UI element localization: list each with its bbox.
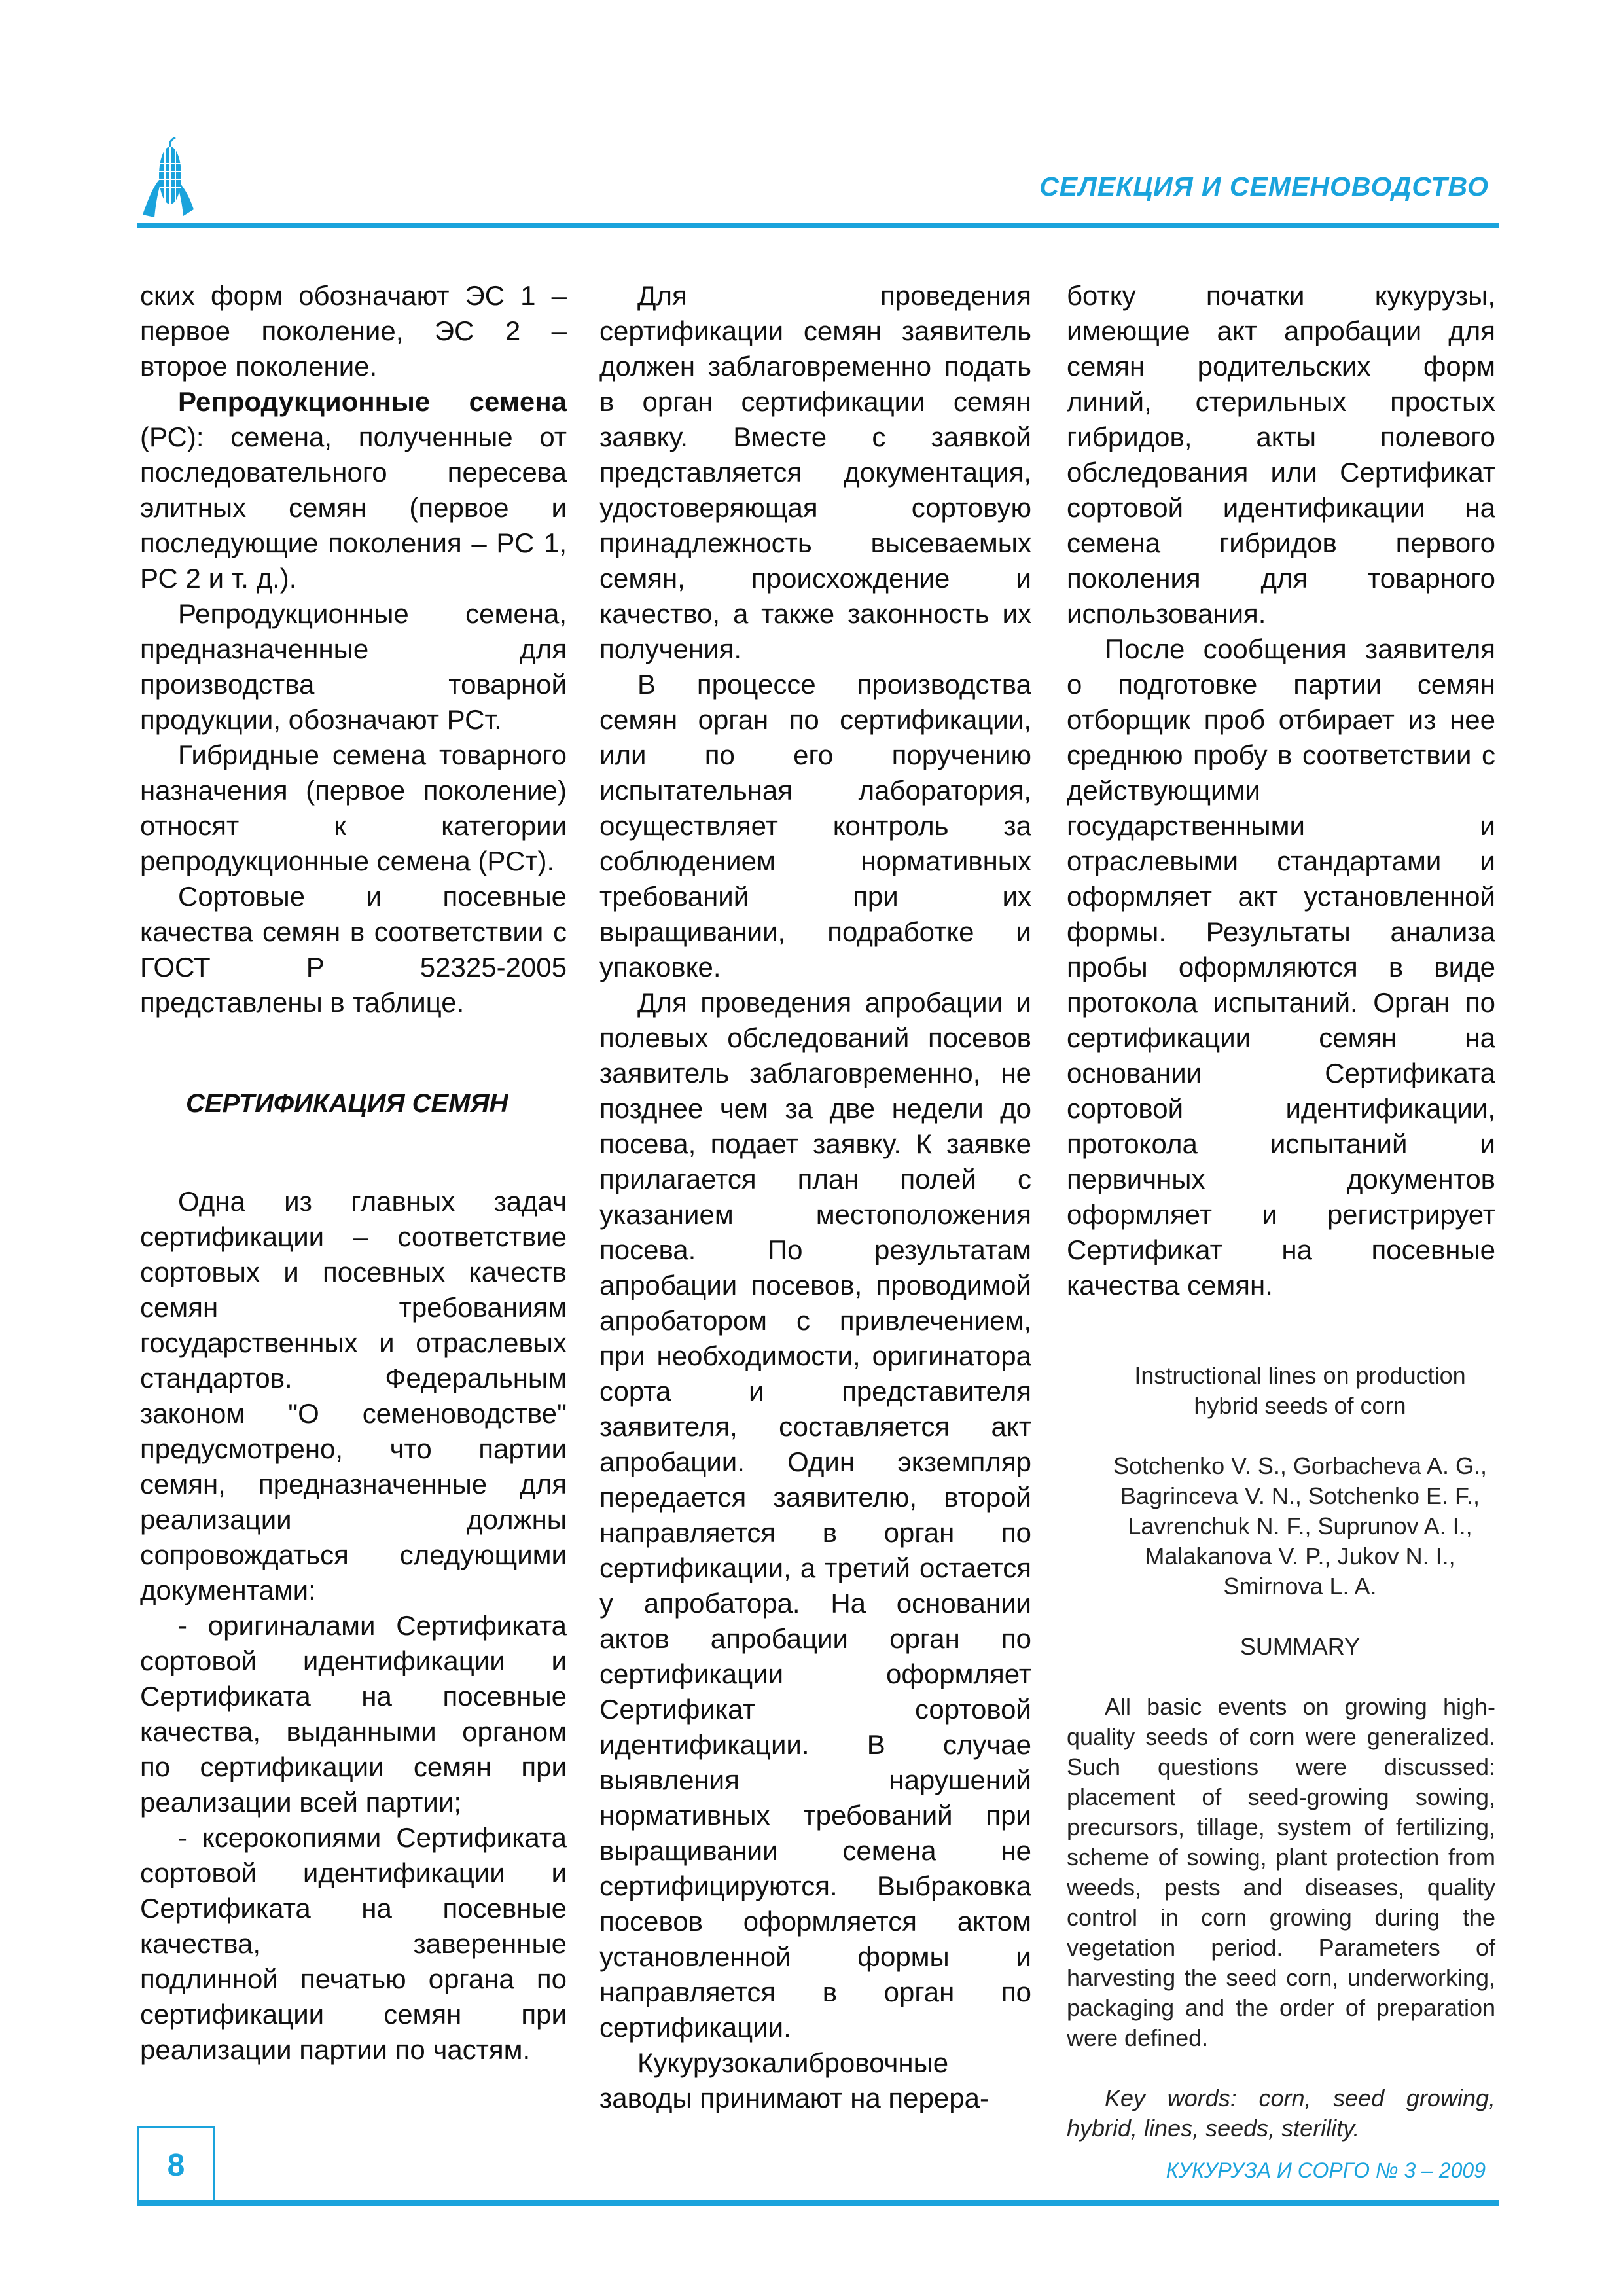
section-subheading: СЕРТИФИКАЦИЯ СЕМЯН	[186, 1089, 508, 1118]
paragraph: ботку початки кукурузы, имеющие акт апробации для семян родительских форм линий, стерильных простых гибридов, акты полевого обследования или Сертификат сортовой идентификации на семена гибридов первого поколения для товарного использования.	[1067, 280, 1495, 629]
paragraph: - оригиналами Сертификата сортовой идентификации и Сертификата на посевные качества, выданными органом по сертификации семян при реализации всей партии;	[140, 1610, 567, 1818]
page-number: 8	[137, 2126, 215, 2203]
keywords: Key words: corn, seed growing, hybrid, lines, seeds, sterility.	[1067, 2085, 1495, 2142]
authors: Malakanova V. P., Jukov N. I.,	[1145, 1543, 1455, 1570]
column-2	[599, 278, 1031, 2116]
column-3	[1067, 278, 1495, 2144]
bold-term: Репродукционные семена	[178, 386, 567, 417]
paragraph	[140, 384, 567, 596]
authors: Bagrinceva V. N., Sotchenko E. F.,	[1120, 1482, 1480, 1509]
paragraph: После сообщения заявителя о подготовке партии семян отборщик проб отбирает из нее среднюю пробу в соответствии с действующими государственными и отраслевыми стандартами и оформляет акт установленной формы. Результаты анализа пробы оформляются в виде протокола испытаний. Орган по сертификации семян на основании Сертификата сортовой идентификации, протокола испытаний и первичных документов оформляет и регистрирует Сертификат на посевные качества семян.	[1067, 634, 1495, 1300]
paragraph: Гибридные семена товарного назначения (первое поколение) относят к категории репродукционные семена (РСт).	[140, 740, 567, 876]
column-1	[140, 278, 567, 2068]
paragraph: Для проведения апробации и полевых обследований посевов заявитель заблаговременно, не позднее чем за две недели до посева, подает заявку. К заявке прилагается план полей с указанием местоположения посева. По результатам апробации посевов, проводимой апробатором с привлечением, при необходимости, оригинатора сорта и представителя заявителя, составляется акт апробации. Один экземпляр передается заявителю, второй направляется в орган по сертификации, а третий остается у апробатора. На основании актов апробации орган по сертификации оформляет Сертификат сортовой идентификации. В случае выявления нарушений нормативных требований при выращивании семена не сертифицируются. Выбраковка посевов оформляется актом установленной формы и направляется в орган по сертификации.	[599, 987, 1031, 2043]
paragraph: ских форм обозначают ЭС 1 – первое поколение, ЭС 2 – второе поколение.	[140, 280, 567, 382]
authors: Lavrenchuk N. F., Suprunov A. I.,	[1128, 1513, 1472, 1539]
paragraph: Сортовые и посевные качества семян в соответствии с ГОСТ Р 52325-2005 представлены в таблице.	[140, 881, 567, 1018]
paragraph: Одна из главных задач сертификации – соответствие сортовых и посевных качеств семян требованиям государственных и отраслевых стандартов. Федеральным законом "О семеноводстве" предусмотрено, что партии семян, предназначенные для реализации должны сопровождаться следующими документами:	[140, 1186, 567, 1605]
authors: Sotchenko V. S., Gorbacheva A. G.,	[1113, 1452, 1487, 1479]
journal-title: КУКУРУЗА И СОРГО № 3 – 2009	[1166, 2159, 1486, 2182]
paragraph: В процессе производства семян орган по сертификации, или по его поручению испытательная лаборатория, осуществляет контроль за соблюдением нормативных требований при их выращивании, подработке и упаковке.	[599, 669, 1031, 982]
section-title: СЕЛЕКЦИЯ И СЕМЕНОВОДСТВО	[1039, 171, 1489, 202]
corn-cob-icon	[136, 137, 202, 223]
english-abstract	[1067, 1361, 1495, 2144]
header-rule	[137, 223, 1499, 228]
footer-rule	[137, 2200, 1499, 2206]
authors: Smirnova L. A.	[1223, 1573, 1377, 1600]
summary-heading: SUMMARY	[1240, 1633, 1361, 1660]
paragraph: Репродукционные семена, предназначенные для производства товарной продукции, обозначают РСт.	[140, 598, 567, 735]
paragraph: - ксерокопиями Сертификата сортовой идентификации и Сертификата на посевные качества, заверенные подлинной печатью органа по сертификации семян при реализации партии по частям.	[140, 1822, 567, 2065]
paragraph: Для проведения сертификации семян заявитель должен заблаговременно подать в орган сертификации семян заявку. Вместе с заявкой представляется документация, удостоверяющая сортовую принадлежность высеваемых семян, происхождение и качество, а также законность их получения.	[599, 280, 1031, 664]
abstract-title: Instructional lines on production	[1134, 1362, 1466, 1389]
paragraph-text: (РС): семена, полученные от последовательного пересева элитных семян (первое и последующие поколения – РС 1, РС 2 и т. д.).	[140, 422, 567, 594]
paragraph: Кукурузокалибровочные заводы принимают на перера-	[599, 2047, 989, 2113]
summary-text: All basic events on growing high-quality seeds of corn were generalized. Such questions were discussed: placement of seed-growing sowing, precursors, tillage, system of fertilizing, scheme of sowing, plant protection from weeds, pests and diseases, quality control in corn growing during the vegetation period. Parameters of harvesting the seed corn, underworking, packaging and the order of preparation were defined.	[1067, 1693, 1495, 2051]
abstract-title: hybrid seeds of corn	[1194, 1392, 1406, 1419]
